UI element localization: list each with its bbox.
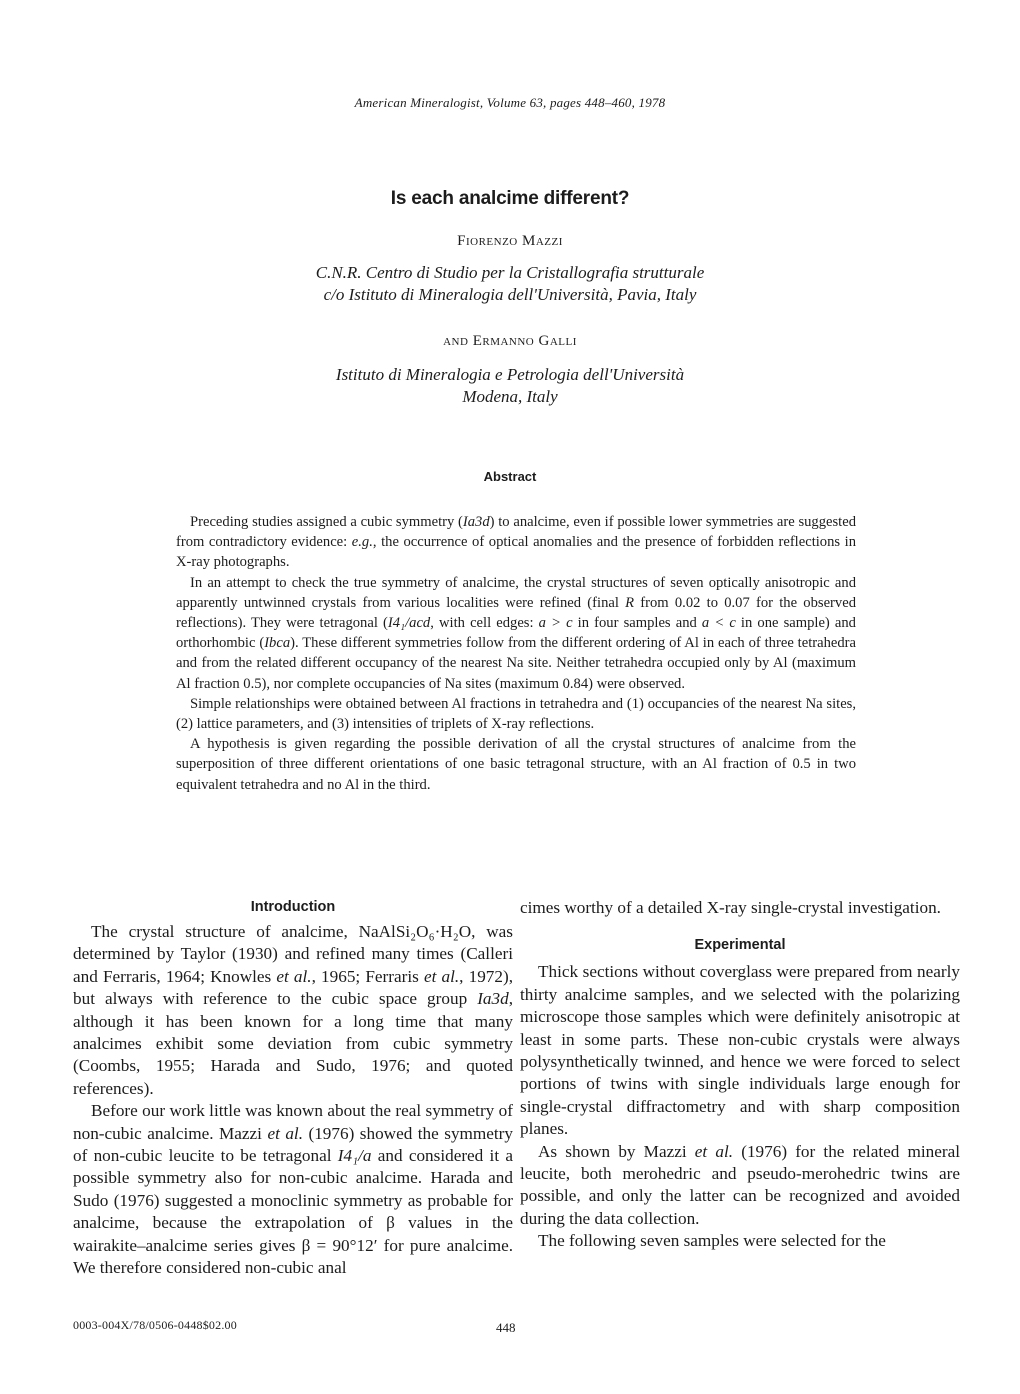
body-paragraph: Thick sections without coverglass were prepared from nearly thirty analcime samples, and we selected with the polarizing microscope those samples which were definitely anisotropic at least in some parts. These non-cubic crystals were always polysynthetically twinned, and hence we were forced to select portions of twins with single individuals large enough for single-crystal diffractometry and with sharp composition planes. [520,962,960,1139]
paper-title: Is each analcime different? [390,188,630,209]
body-paragraph: As shown by Mazzi et al. (1976) for the related mineral leucite, both merohedric and pseudo-merohedric twins are possible, and only the latter can be recognized and avoided during the data collection. [520,1141,960,1228]
abstract-heading: Abstract [483,469,537,484]
journal-header: American Mineralogist, Volume 63, pages 448–460, 1978 [354,95,666,110]
body-paragraph-continued: cimes worthy of a detailed X-ray single-crystal investigation. [520,898,941,917]
affiliation-first-line-1: C.N.R. Centro di Studio per la Cristallografia strutturale [315,263,705,282]
abstract-paragraph: Simple relationships were obtained between Al fractions in tetrahedra and (1) occupancies of the nearest Na sites, (2) lattice parameters, and (3) intensities of triplets of X-ray reflections. [176,695,856,733]
body-paragraph: Before our work little was known about the real symmetry of non-cubic analcime. Mazzi et al. (1976) showed the symmetry of non-cubic leucite to be tetragonal I4₁/a and considered it a possible symmetry also for non-cubic analcime. Harada and Sudo (1976) suggested a monoclinic symmetry as probable for analcime, because the extrapolation of β values in the wairakite–analcime series gives β = 90°12′ for pure analcime. We therefore considered non-cubic anal [73,1101,513,1278]
abstract-paragraph: In an attempt to check the true symmetry of analcime, the crystal structures of seven optically anisotropic and apparently untwinned crystals from various localities were refined (final R from 0.02 to 0.07 for the observed reflections). They were tetragonal (I4₁/acd, with cell edges: a > c in four samples and a < c in one sample) and orthorhombic (Ibca). These different symmetries follow from the different ordering of Al in each of three tetrahedra and from the related different occupancy of the nearest Na site. Neither tetrahedra occupied only by Al (maximum Al fraction 0.5), nor complete occupancies of Na sites (maximum 0.84) were observed. [176,574,857,692]
footer-code: 0003-004X/78/0506-0448$02.00 [73,1318,237,1332]
affiliation-second [0,364,1020,408]
author-second: and Ermanno Galli [443,333,577,349]
affiliation-second-line-2: Modena, Italy [462,387,558,406]
abstract-paragraph: A hypothesis is given regarding the possible derivation of all the crystal structures of analcime from the superposition of three different orientations of one basic tetragonal structure, with an Al fraction of 0.5 in two equivalent tetrahedra and no Al in the third. [176,736,856,793]
affiliation-first [0,262,1020,306]
experimental-heading: Experimental [694,937,786,954]
author-first: Fiorenzo Mazzi [457,233,563,249]
abstract-paragraph: Preceding studies assigned a cubic symmetry (Ia3d) to analcime, even if possible lower symmetries are suggested from contradictory evidence: e.g., the occurrence of optical anomalies and the presence of forbidden reflections in X-ray photographs. [176,514,856,571]
left-column [73,897,513,1280]
affiliation-second-line-1: Istituto di Mineralogia e Petrologia dell'Università [335,365,685,384]
body-paragraph: The following seven samples were selected for the [538,1231,886,1251]
affiliation-first-line-2: c/o Istituto di Mineralogia dell'Università, Pavia, Italy [323,285,697,304]
introduction-heading: Introduction [250,899,336,915]
page-number: 448 [496,1320,516,1335]
body-paragraph: The crystal structure of analcime, NaAlSi₂O₆·H₂O, was determined by Taylor (1930) and refined many times (Calleri and Ferraris, 1964; Knowles et al., 1965; Ferraris et al., 1972), but always with reference to the cubic space group Ia3d, although it has been known for a long time that many analcimes exhibit some deviation from cubic symmetry (Coombs, 1955; Harada and Sudo, 1976; and quoted references). [73,922,513,1098]
abstract-body [176,512,856,795]
right-column [520,897,960,1253]
